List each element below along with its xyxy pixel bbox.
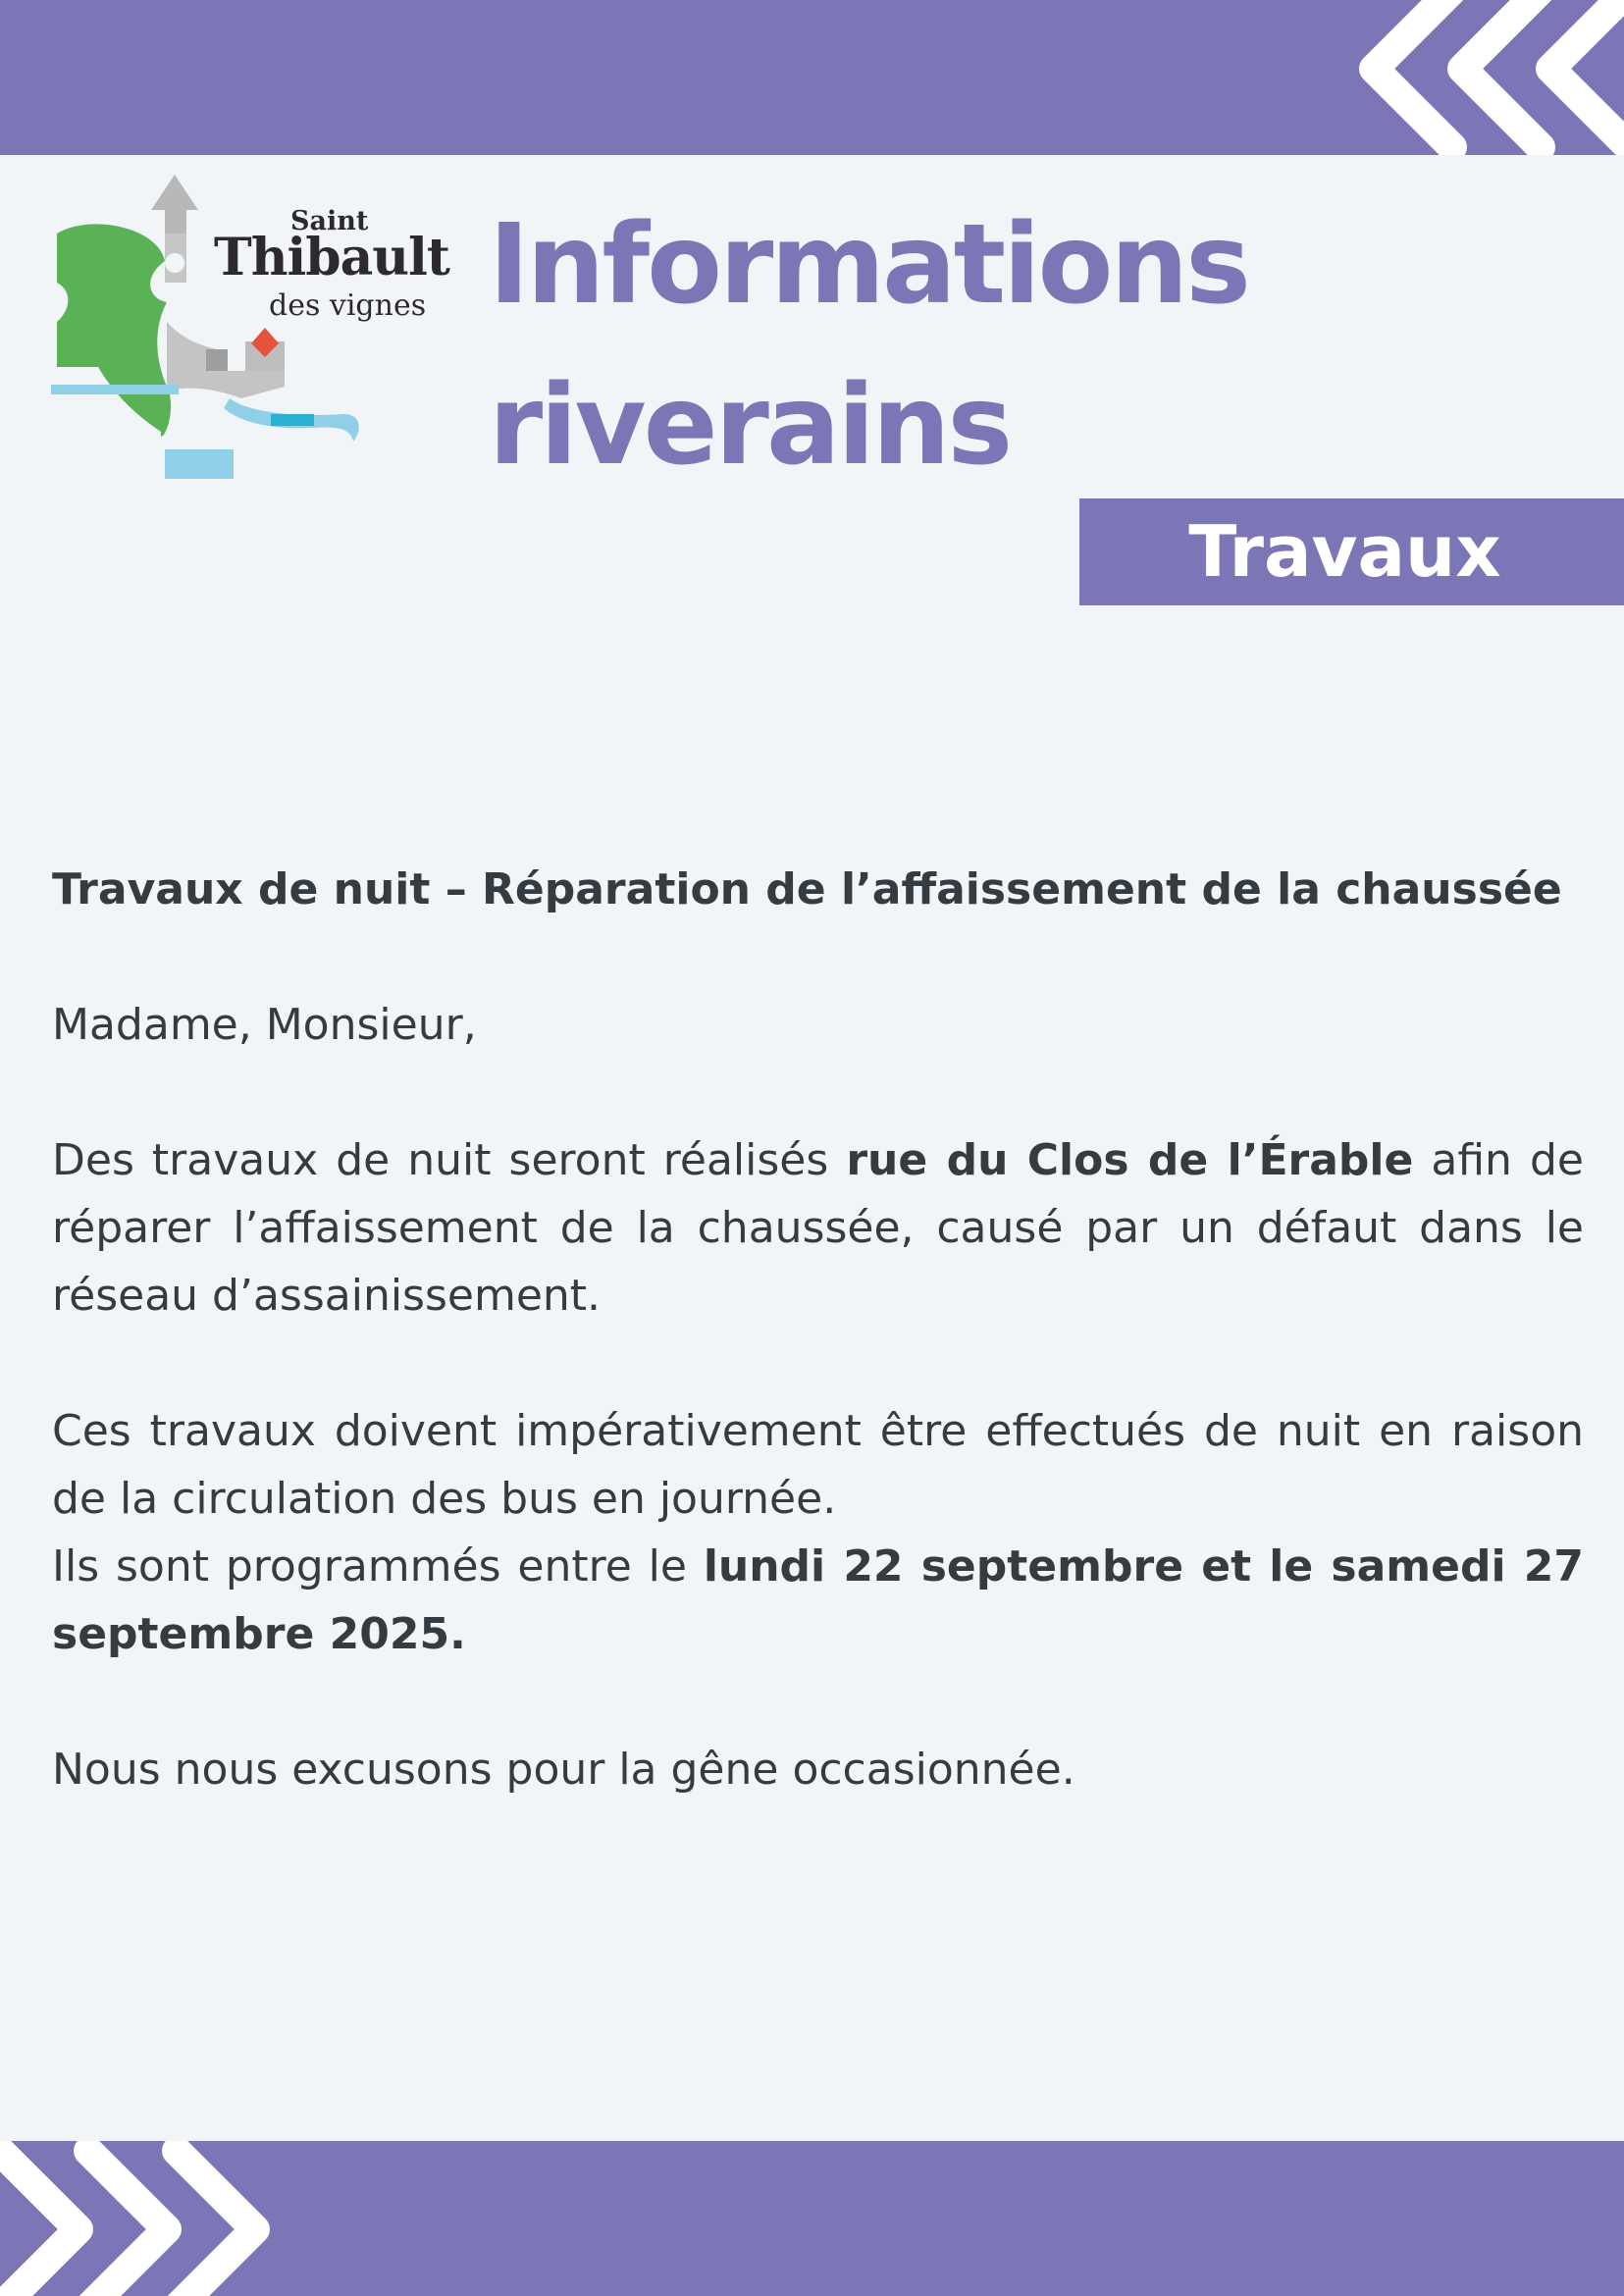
notice-body — [52, 856, 1584, 1803]
notice-heading: Travaux de nuit – Réparation de l’affaissement de la chaussée — [52, 864, 1562, 914]
street-name: rue du Clos de l’Érable — [846, 1135, 1414, 1185]
top-banner — [0, 0, 1624, 155]
logo-text-thibault: Thibault — [214, 228, 449, 287]
city-landscape-logo-icon — [49, 175, 451, 485]
category-badge: Travaux — [1079, 498, 1624, 605]
paragraph-dates-start: Ils sont programmés entre le — [52, 1541, 704, 1592]
page-title — [489, 184, 1248, 506]
logo-text-des-vignes: des vignes — [269, 288, 427, 323]
paragraph-location-start: Des travaux de nuit seront réalisés — [52, 1135, 847, 1185]
work-dates: lundi 22 septembre et le samedi 27 septembre 2025. — [52, 1541, 1584, 1659]
bottom-banner — [0, 2141, 1624, 2296]
greeting-text: Madame, Monsieur, — [52, 1000, 477, 1050]
chevrons-left-icon — [1344, 0, 1624, 155]
title-line-2: riverains — [489, 362, 1011, 490]
logo-text-saint: Saint — [290, 206, 369, 236]
title-line-1: Informations — [489, 201, 1248, 329]
paragraph-location — [52, 1126, 1584, 1330]
chevrons-right-icon — [0, 2141, 294, 2296]
paragraph-location-end: afin de réparer l’affaissement de la chaussée, causé par un défaut dans le réseau d’assainissement. — [52, 1135, 1584, 1321]
paragraph-reason: Ces travaux doivent impérativement être effectués de nuit en raison de la circulation des bus en journée. — [52, 1406, 1584, 1524]
paragraph-dates — [52, 1533, 1584, 1668]
closing-text: Nous nous excusons pour la gêne occasionnée. — [52, 1745, 1075, 1795]
